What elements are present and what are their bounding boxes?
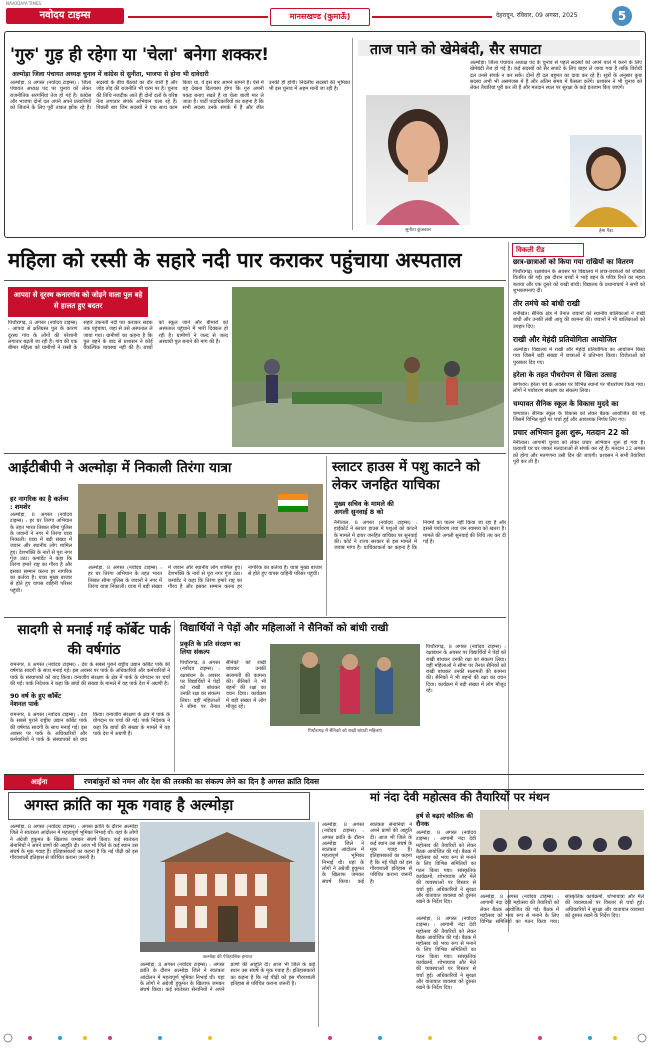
river-scene-image <box>232 287 504 447</box>
paper-name <box>6 8 124 24</box>
itbp-rule <box>4 453 506 454</box>
itbp-sub: हर नागरिक का है कर्तव्य : शमशेर <box>10 495 69 511</box>
weekly-b1: पिथौरागढ़। रक्षाबंधन के अवसर पर विद्यालय में छात्र-छात्राओं को राखियां वितरित की गईं। इस दौरान बच्चों ने भाई बहन के पवित्र रिश्ते का महत्व बताया और एक दूसरे को राखी बांधी। विद्यालय के प्रधानाचार्य ने सभी को शुभकामनाएं दीं। <box>513 269 645 294</box>
weekly-h2: तीर तमंचे को बांधी राखी <box>513 299 580 309</box>
side-top-headline: ताज पाने को खेमेबंदी, सैर सपाटा <box>370 42 542 58</box>
students-divider <box>174 620 175 772</box>
candidate-photo-1 <box>366 95 470 225</box>
corbett-rule <box>4 617 506 618</box>
slaughter-divider <box>326 456 327 616</box>
weekly-b2: रानीखेत। सैनिक क्षेत्र में तैनात जवानों को स्थानीय बालिकाओं ने राखी बांधी और उनकी लंबी आयु की कामना की। जवानों ने भी बालिकाओं को उपहार दिए। <box>513 311 645 330</box>
rope-redsub: आपदा से दूरस्थ कनारगांव को जोड़ने वाला पुल बहे से हालत हुए बदतर <box>13 291 143 310</box>
nanda-body-left: अल्मोड़ा, 8 अगस्त (नवोदय टाइम्स) : आगामी नंदा देवी महोत्सव की तैयारियों को लेकर बैठक आयोजित की गई। बैठक में महोत्सव को भव्य रूप से मनाने के लिए विभिन्न समितियों का गठन किया गया। सांस्कृतिक कार्यक्रमों, शोभायात्रा और मेले की व्यवस्थाओं पर विस्तार से चर्चा हुई। अधिकारियों ने सुरक्षा और यातायात व्यवस्था को दुरुस्त रखने के निर्देश दिए। <box>416 916 476 992</box>
registration-marks-icon <box>0 1032 650 1045</box>
corbett-sub: 90 वर्ष के हुए कॉर्बेट नेशनल पार्क <box>10 692 62 708</box>
paper-name-text: नवोदय टाइम्स <box>39 10 91 21</box>
nanda-body-top: अल्मोड़ा, 8 अगस्त (नवोदय टाइम्स) : आगामी नंदा देवी महोत्सव की तैयारियों को लेकर बैठक आयोजित की गई। बैठक में महोत्सव को भव्य रूप से मनाने के लिए विभिन्न समितियों का गठन किया गया। सांस्कृतिक कार्यक्रमों, शोभायात्रा और मेले की व्यवस्थाओं पर विस्तार से चर्चा हुई। अधिकारियों ने सुरक्षा और यातायात व्यवस्था को दुरुस्त रखने के निर्देश दिए। <box>416 830 476 906</box>
rope-rule <box>4 280 506 281</box>
kranti-body-left: अल्मोड़ा, 8 अगस्त (नवोदय टाइम्स) : अगस्त क्रांति के दौरान अल्मोड़ा जिले ने स्वतंत्रता आंदोलन में महत्वपूर्ण भूमिका निभाई थी। यहां के लोगों ने अंग्रेजी हुकूमत के खिलाफ जमकर संघर्ष किया। कई स्वतंत्रता सेनानियों ने अपने प्राणों की आहुति दी। आज भी जिले के कई स्थान उस संघर्ष के मूक गवाह हैं। इतिहासकारों का कहना है कि नई पीढ़ी को इस गौरवशाली इतिहास से परिचित कराना जरूरी है। <box>10 824 138 862</box>
weekly-h6: प्रचार अभियान हुआ शुरू, मतदान 22 को <box>513 428 629 438</box>
top-story-headline: 'गुरु' गुड़ ही रहेगा या 'चेला' बनेगा शक्कर! <box>10 45 269 64</box>
kranti-headline: अगस्त क्रांति का मूक गवाह है अल्मोड़ा <box>24 796 234 814</box>
students-headline: विद्यार्थियों ने पेड़ों और महिलाओं ने सैनिकों को बांधी राखी <box>180 623 389 634</box>
historic-building-image <box>140 822 315 952</box>
ticker-label: आईना <box>4 775 74 789</box>
slaughter-headline-text: स्लाटर हाउस में पशु काटने को लेकर जनहित याचिका <box>332 459 480 493</box>
nanda-headline: मां नंदा देवी महोत्सव की तैयारियों पर मंथन <box>370 790 550 804</box>
students-sub: प्रकृति के प्रति संरक्षण का लिया संकल्प <box>180 640 241 656</box>
weekly-h3: राखी और मेहंदी प्रतियोगिता आयोजित <box>513 335 617 345</box>
weekly-h4: हरेला के तहत पौधरोपण से खिला उत्साह <box>513 370 617 379</box>
rope-story-photo <box>232 287 504 447</box>
masthead-small-name: NAVODAYA TIMES <box>6 1 42 6</box>
kranti-photo <box>140 822 315 952</box>
corbett-headline: सादगी से मनाई गई कॉर्बेट पार्क की वर्षगांठ <box>17 622 171 658</box>
nanda-photo <box>480 810 644 890</box>
rakhi-ceremony-image <box>270 644 420 726</box>
students-body: पिथौरागढ़, 8 अगस्त (नवोदय टाइम्स) : रक्षाबंधन के अवसर पर विद्यार्थियों ने पेड़ों को राखी बांधकर उनकी रक्षा का संकल्प लिया। वहीं महिलाओं ने सीमा पर तैनात सैनिकों को राखी बांधकर उनकी सलामती की कामना की। सैनिकों ने भी बहनों की रक्षा का वचन दिया। कार्यक्रम में बड़ी संख्या में लोग मौजूद रहे। <box>180 660 266 711</box>
weekly-label-box <box>512 243 584 257</box>
weekly-b5: चम्पावत। सैनिक स्कूल के विकास को लेकर बैठक आयोजित की गई जिसमें विभिन्न मुद्दों पर चर्चा हुई और आवश्यक निर्णय लिए गए। <box>513 410 645 423</box>
weekly-h5: चम्पावत सैनिक स्कूल के विकास मुददे का <box>513 399 619 408</box>
kranti-caption: अल्मोड़ा की ऐतिहासिक इमारत <box>202 955 253 960</box>
section-label <box>270 8 370 26</box>
ticker-text: रणबांकुरों को नमन और देश की तरक्की का संकल्प लेने का दिन है अगस्त क्रांति दिवस <box>84 777 320 786</box>
ticker-bar <box>4 774 644 790</box>
slaughter-sub: मुख्य सचिव के मामले की अगली सुनवाई 8 को <box>334 500 394 516</box>
side-top-body: अल्मोड़ा। जिला पंचायत अध्यक्ष पद के चुनाव से पहले सदस्यों को अपने पाले में करने के लिए खेमेबंदी तेज हो गई है। कई सदस्यों को सैर सपाटे के लिए बाहर ले जाया गया है ताकि विरोधी दल उनसे संपर्क न कर सकें। दोनों ही दल बहुमत का दावा कर रहे हैं। सूत्रों के अनुसार कुछ सदस्य अभी भी असमंजस में हैं और अंतिम समय में फैसला करेंगे। प्रशासन ने भी चुनाव को लेकर तैयारियां पूरी कर ली हैं और मतदान स्थल पर सुरक्षा के कड़े इंतजाम किए जाएंगे। <box>470 60 642 92</box>
itbp-body-left: अल्मोड़ा, 8 अगस्त (नवोदय टाइम्स) : हर घर तिरंगा अभियान के तहत भारत तिब्बत सीमा पुलिस के जवानों ने नगर में तिरंगा यात्रा निकाली। यात्रा में बड़ी संख्या में जवान और स्थानीय लोग शामिल हुए। देशभक्ति के नारों से पूरा नगर गूंज उठा। कमांडेंट ने कहा कि तिरंगा हमारे राष्ट्र का गौरव है और इसका सम्मान करना हर नागरिक का कर्तव्य है। यात्रा मुख्य बाजार से होते हुए वापस वाहिनी परिसर पहुंची। <box>10 512 72 594</box>
rope-story-headline: महिला को रस्सी के सहारे नदी पार कराकर पहुंचाया अस्पताल <box>8 248 462 272</box>
masthead <box>0 0 650 30</box>
weekly-b4: बागेश्वर। हरेला पर्व के अवसर पर विभिन्न स्थानों पर पौधरोपण किया गया। लोगों ने पर्यावरण संरक्षण का संकल्प लिया। <box>513 381 645 395</box>
kranti-body: अल्मोड़ा, 8 अगस्त (नवोदय टाइम्स) : अगस्त क्रांति के दौरान अल्मोड़ा जिले ने स्वतंत्रता आंदोलन में महत्वपूर्ण भूमिका निभाई थी। यहां के लोगों ने अंग्रेजी हुकूमत के खिलाफ जमकर संघर्ष किया। कई स्वतंत्रता सेनानियों ने अपने प्राणों की आहुति दी। आज भी जिले के कई स्थान उस संघर्ष के मूक गवाह हैं। इतिहासकारों का कहना है कि नई पीढ़ी को इस गौरवशाली इतिहास से परिचित कराना जरूरी है। <box>140 962 315 994</box>
kranti-divider <box>318 822 319 1027</box>
rope-story-body: पिथौरागढ़, 8 अगस्त (नवोदय टाइम्स) : आपदा से क्षतिग्रस्त पुल के कारण दूरस्थ गांव के लोगों की परेशानी लगातार बढ़ती जा रही है। गांव की एक बीमार महिला को ग्रामीणों ने रस्सी के सहारे उफनती नदी पार कराकर सड़क तक पहुंचाया, जहां से उसे अस्पताल ले जाया गया। ग्रामीणों का कहना है कि पुल बहने के बाद से प्रशासन ने कोई वैकल्पिक व्यवस्था नहीं की है। बच्चों को स्कूल जाने और बीमारों को अस्पताल पहुंचाने में भारी दिक्कत हो रही है। ग्रामीणों ने जल्द से जल्द अस्थायी पुल बनाने की मांग की है। <box>8 320 228 352</box>
weekly-b6: नैनीताल। आगामी चुनाव को लेकर प्रचार अभियान शुरू हो गया है। प्रत्याशी घर घर जाकर मतदाताओं से संपर्क कर रहे हैं। मतदान 22 अगस्त को होगा और मतगणना उसी दिन की जाएगी। प्रशासन ने सभी तैयारियां पूरी कर ली हैं। <box>513 440 645 466</box>
weekly-h1: छात्र-छात्राओं को किया गया राखियों का वितरण <box>513 258 634 266</box>
parade-image <box>78 484 323 560</box>
rope-redsub-bar <box>8 287 148 317</box>
candidate-caption-2: हेमा गैड़ा <box>599 229 613 234</box>
top-story-divider <box>352 38 353 230</box>
students-body-right: पिथौरागढ़, 8 अगस्त (नवोदय टाइम्स) : रक्षाबंधन के अवसर पर विद्यार्थियों ने पेड़ों को राखी बांधकर उनकी रक्षा का संकल्प लिया। वहीं महिलाओं ने सीमा पर तैनात सैनिकों को राखी बांधकर उनकी सलामती की कामना की। सैनिकों ने भी बहनों की रक्षा का वचन दिया। कार्यक्रम में बड़ी संख्या में लोग मौजूद रहे। <box>426 644 506 695</box>
top-story-body: अल्मोड़ा, 8 अगस्त (नवोदय टाइम्स) : जिला पंचायत अध्यक्ष पद पर चुनाव को लेकर राजनीतिक सरगर्मियां तेज हो गई हैं। कांग्रेस और भाजपा दोनों दल अपने अपने प्रत्याशियों को जिताने के लिए पूरी ताकत झोंक रहे हैं। सदस्यों के बीच बैठकों का दौर जारी है और जोड़ तोड़ की राजनीति भी चरम पर है। चुनाव की तिथि नजदीक आते ही दोनों दलों के वरिष्ठ नेता लगातार संपर्क अभियान चला रहे हैं। पिछली बार जिन सदस्यों ने एक साथ काम किया था, वे इस बार आमने सामने हैं। ऐसे में यह देखना दिलचस्प होगा कि गुरु अपनी पकड़ बनाए रखते हैं या चेला बाजी मार ले जाता है। पार्टी पदाधिकारियों का कहना है कि सभी सदस्य उनके संपर्क में हैं और जीत उनकी ही होगी। निर्दलीय सदस्यों की भूमिका भी इस चुनाव में अहम मानी जा रही है। <box>10 80 350 112</box>
weekly-label: विकली रीड <box>516 246 545 254</box>
candidate-portrait-1 <box>366 95 470 225</box>
students-photo <box>270 644 420 726</box>
kranti-body-right: अल्मोड़ा, 8 अगस्त (नवोदय टाइम्स) : अगस्त क्रांति के दौरान अल्मोड़ा जिले ने स्वतंत्रता आंदोलन में महत्वपूर्ण भूमिका निभाई थी। यहां के लोगों ने अंग्रेजी हुकूमत के खिलाफ जमकर संघर्ष किया। कई स्वतंत्रता सेनानियों ने अपने प्राणों की आहुति दी। आज भी जिले के कई स्थान उस संघर्ष के मूक गवाह हैं। इतिहासकारों का कहना है कि नई पीढ़ी को इस गौरवशाली इतिहास से परिचित कराना जरूरी है। <box>322 822 412 885</box>
slaughter-body: नैनीताल, 8 अगस्त (नवोदय टाइम्स) : हाईकोर्ट ने स्लाटर हाउस में पशुओं को काटने के मामले में दायर जनहित याचिका पर सुनवाई की। कोर्ट ने राज्य सरकार से इस मामले में जवाब मांगा है। याचिकाकर्ता का कहना है कि नियमों का पालन नहीं किया जा रहा है और इससे पर्यावरण तथा जन स्वास्थ्य को खतरा है। मामले की अगली सुनवाई की तिथि तय कर दी गई है। <box>334 520 506 552</box>
section-label-text: मानसखण्ड (कुमाऊँ) <box>289 12 351 21</box>
meeting-image <box>480 810 644 890</box>
dateline: देहरादून, रविवार, 09 अगस्त, 2025 <box>496 12 578 19</box>
registration-bar <box>0 1030 650 1043</box>
corbett-body-top: रामनगर, 8 अगस्त (नवोदय टाइम्स) : देश के सबसे पुराने राष्ट्रीय उद्यान कॉर्बेट पार्क की वर्षगांठ सादगी के साथ मनाई गई। इस अवसर पर पार्क के अधिकारियों और कर्मचारियों ने पार्क के संस्थापकों को याद किया। वन्यजीव संरक्षण के क्षेत्र में पार्क के योगदान पर चर्चा की गई। पार्क निदेशक ने कहा कि बाघों की संख्या के मामले में यह पार्क देश में अग्रणी है। <box>10 662 170 687</box>
students-caption: पिथौरागढ़ में सैनिकों को राखी बांधती महिलाएं <box>307 729 383 734</box>
masthead-rule <box>128 16 268 18</box>
itbp-body: अल्मोड़ा, 8 अगस्त (नवोदय टाइम्स) : हर घर तिरंगा अभियान के तहत भारत तिब्बत सीमा पुलिस के जवानों ने नगर में तिरंगा यात्रा निकाली। यात्रा में बड़ी संख्या में जवान और स्थानीय लोग शामिल हुए। देशभक्ति के नारों से पूरा नगर गूंज उठा। कमांडेंट ने कहा कि तिरंगा हमारे राष्ट्र का गौरव है और इसका सम्मान करना हर नागरिक का कर्तव्य है। यात्रा मुख्य बाजार से होते हुए वापस वाहिनी परिसर पहुंची। <box>88 565 322 590</box>
page-number-text: 5 <box>617 9 627 23</box>
corbett-body: रामनगर, 8 अगस्त (नवोदय टाइम्स) : देश के सबसे पुराने राष्ट्रीय उद्यान कॉर्बेट पार्क की वर्षगांठ सादगी के साथ मनाई गई। इस अवसर पर पार्क के अधिकारियों और कर्मचारियों ने पार्क के संस्थापकों को याद किया। वन्यजीव संरक्षण के क्षेत्र में पार्क के योगदान पर चर्चा की गई। पार्क निदेशक ने कहा कि बाघों की संख्या के मामले में यह पार्क देश में अग्रणी है। <box>10 712 170 744</box>
top-story-subhead: अल्मोड़ा जिला पंचायत अध्यक्ष चुनाव में कांग्रेस से सुनीता, भाजपा से होना भी दावेदारी <box>12 71 209 78</box>
candidate-photo-2 <box>570 135 642 227</box>
weekly-b3: अल्मोड़ा। विद्यालय में राखी और मेहंदी प्रतियोगिता का आयोजन किया गया जिसमें बड़ी संख्या में छात्राओं ने प्रतिभाग किया। विजेताओं को पुरस्कार दिए गए। <box>513 347 645 366</box>
itbp-headline: आईटीबीपी ने अल्मोड़ा में निकाली तिरंगा यात्रा <box>8 460 232 476</box>
nanda-body: अल्मोड़ा, 8 अगस्त (नवोदय टाइम्स) : आगामी नंदा देवी महोत्सव की तैयारियों को लेकर बैठक आयोजित की गई। बैठक में महोत्सव को भव्य रूप से मनाने के लिए विभिन्न समितियों का गठन किया गया। सांस्कृतिक कार्यक्रमों, शोभायात्रा और मेले की व्यवस्थाओं पर विस्तार से चर्चा हुई। अधिकारियों ने सुरक्षा और यातायात व्यवस्था को दुरुस्त रखने के निर्देश दिए। <box>480 894 644 926</box>
candidate-caption-1: सुनीता कुंजवाल <box>405 228 431 233</box>
nanda-sub: हर्ष से बढ़ाएं कौतिक की रौनक <box>416 812 474 828</box>
itbp-photo <box>78 484 323 560</box>
candidate-portrait-2 <box>570 135 642 227</box>
masthead-rule-right <box>372 16 492 18</box>
slaughter-headline <box>332 458 507 494</box>
page-number <box>612 6 632 26</box>
